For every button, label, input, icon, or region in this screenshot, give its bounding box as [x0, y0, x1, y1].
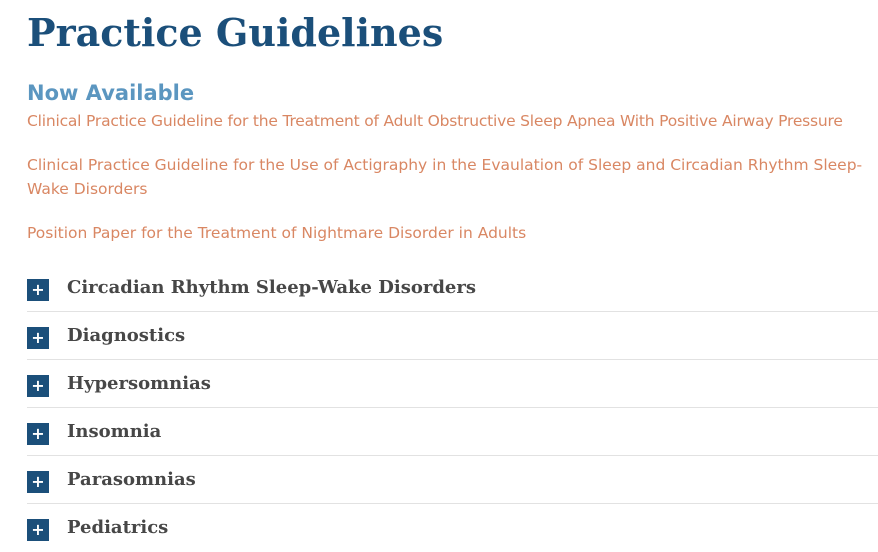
- accordion-label[interactable]: Diagnostics: [67, 325, 186, 346]
- guideline-categories-accordion: [27, 264, 878, 552]
- guideline-link-osa-pap[interactable]: Clinical Practice Guideline for the Treatment of Adult Obstructive Sleep Apnea With Positive Airway Pressure: [27, 112, 843, 130]
- accordion-item-parasomnias[interactable]: [27, 456, 878, 504]
- expand-plus-icon[interactable]: +: [27, 327, 49, 349]
- featured-guidelines-list: [27, 109, 878, 265]
- expand-plus-icon[interactable]: +: [27, 519, 49, 541]
- page-title: Practice Guidelines: [27, 10, 444, 55]
- accordion-item-hypersomnias[interactable]: [27, 360, 878, 408]
- expand-plus-icon[interactable]: +: [27, 471, 49, 493]
- expand-plus-icon[interactable]: +: [27, 375, 49, 397]
- accordion-label[interactable]: Pediatrics: [67, 517, 169, 538]
- accordion-label[interactable]: Insomnia: [67, 421, 162, 442]
- accordion-item-insomnia[interactable]: [27, 408, 878, 456]
- guideline-link-actigraphy[interactable]: Clinical Practice Guideline for the Use of Actigraphy in the Evaulation of Sleep and Circadian Rhythm Sleep-Wake Disorders: [27, 156, 863, 198]
- accordion-label[interactable]: Circadian Rhythm Sleep-Wake Disorders: [67, 277, 476, 298]
- list-item: [27, 153, 878, 201]
- accordion-item-diagnostics[interactable]: [27, 312, 878, 360]
- now-available-heading: Now Available: [27, 81, 195, 105]
- accordion-item-circadian[interactable]: [27, 264, 878, 312]
- expand-plus-icon[interactable]: +: [27, 423, 49, 445]
- accordion-label[interactable]: Parasomnias: [67, 469, 196, 490]
- list-item: [27, 221, 878, 245]
- expand-plus-icon[interactable]: +: [27, 279, 49, 301]
- list-item: [27, 109, 878, 133]
- accordion-label[interactable]: Hypersomnias: [67, 373, 211, 394]
- guideline-link-nightmare-disorder[interactable]: Position Paper for the Treatment of Nightmare Disorder in Adults: [27, 224, 527, 242]
